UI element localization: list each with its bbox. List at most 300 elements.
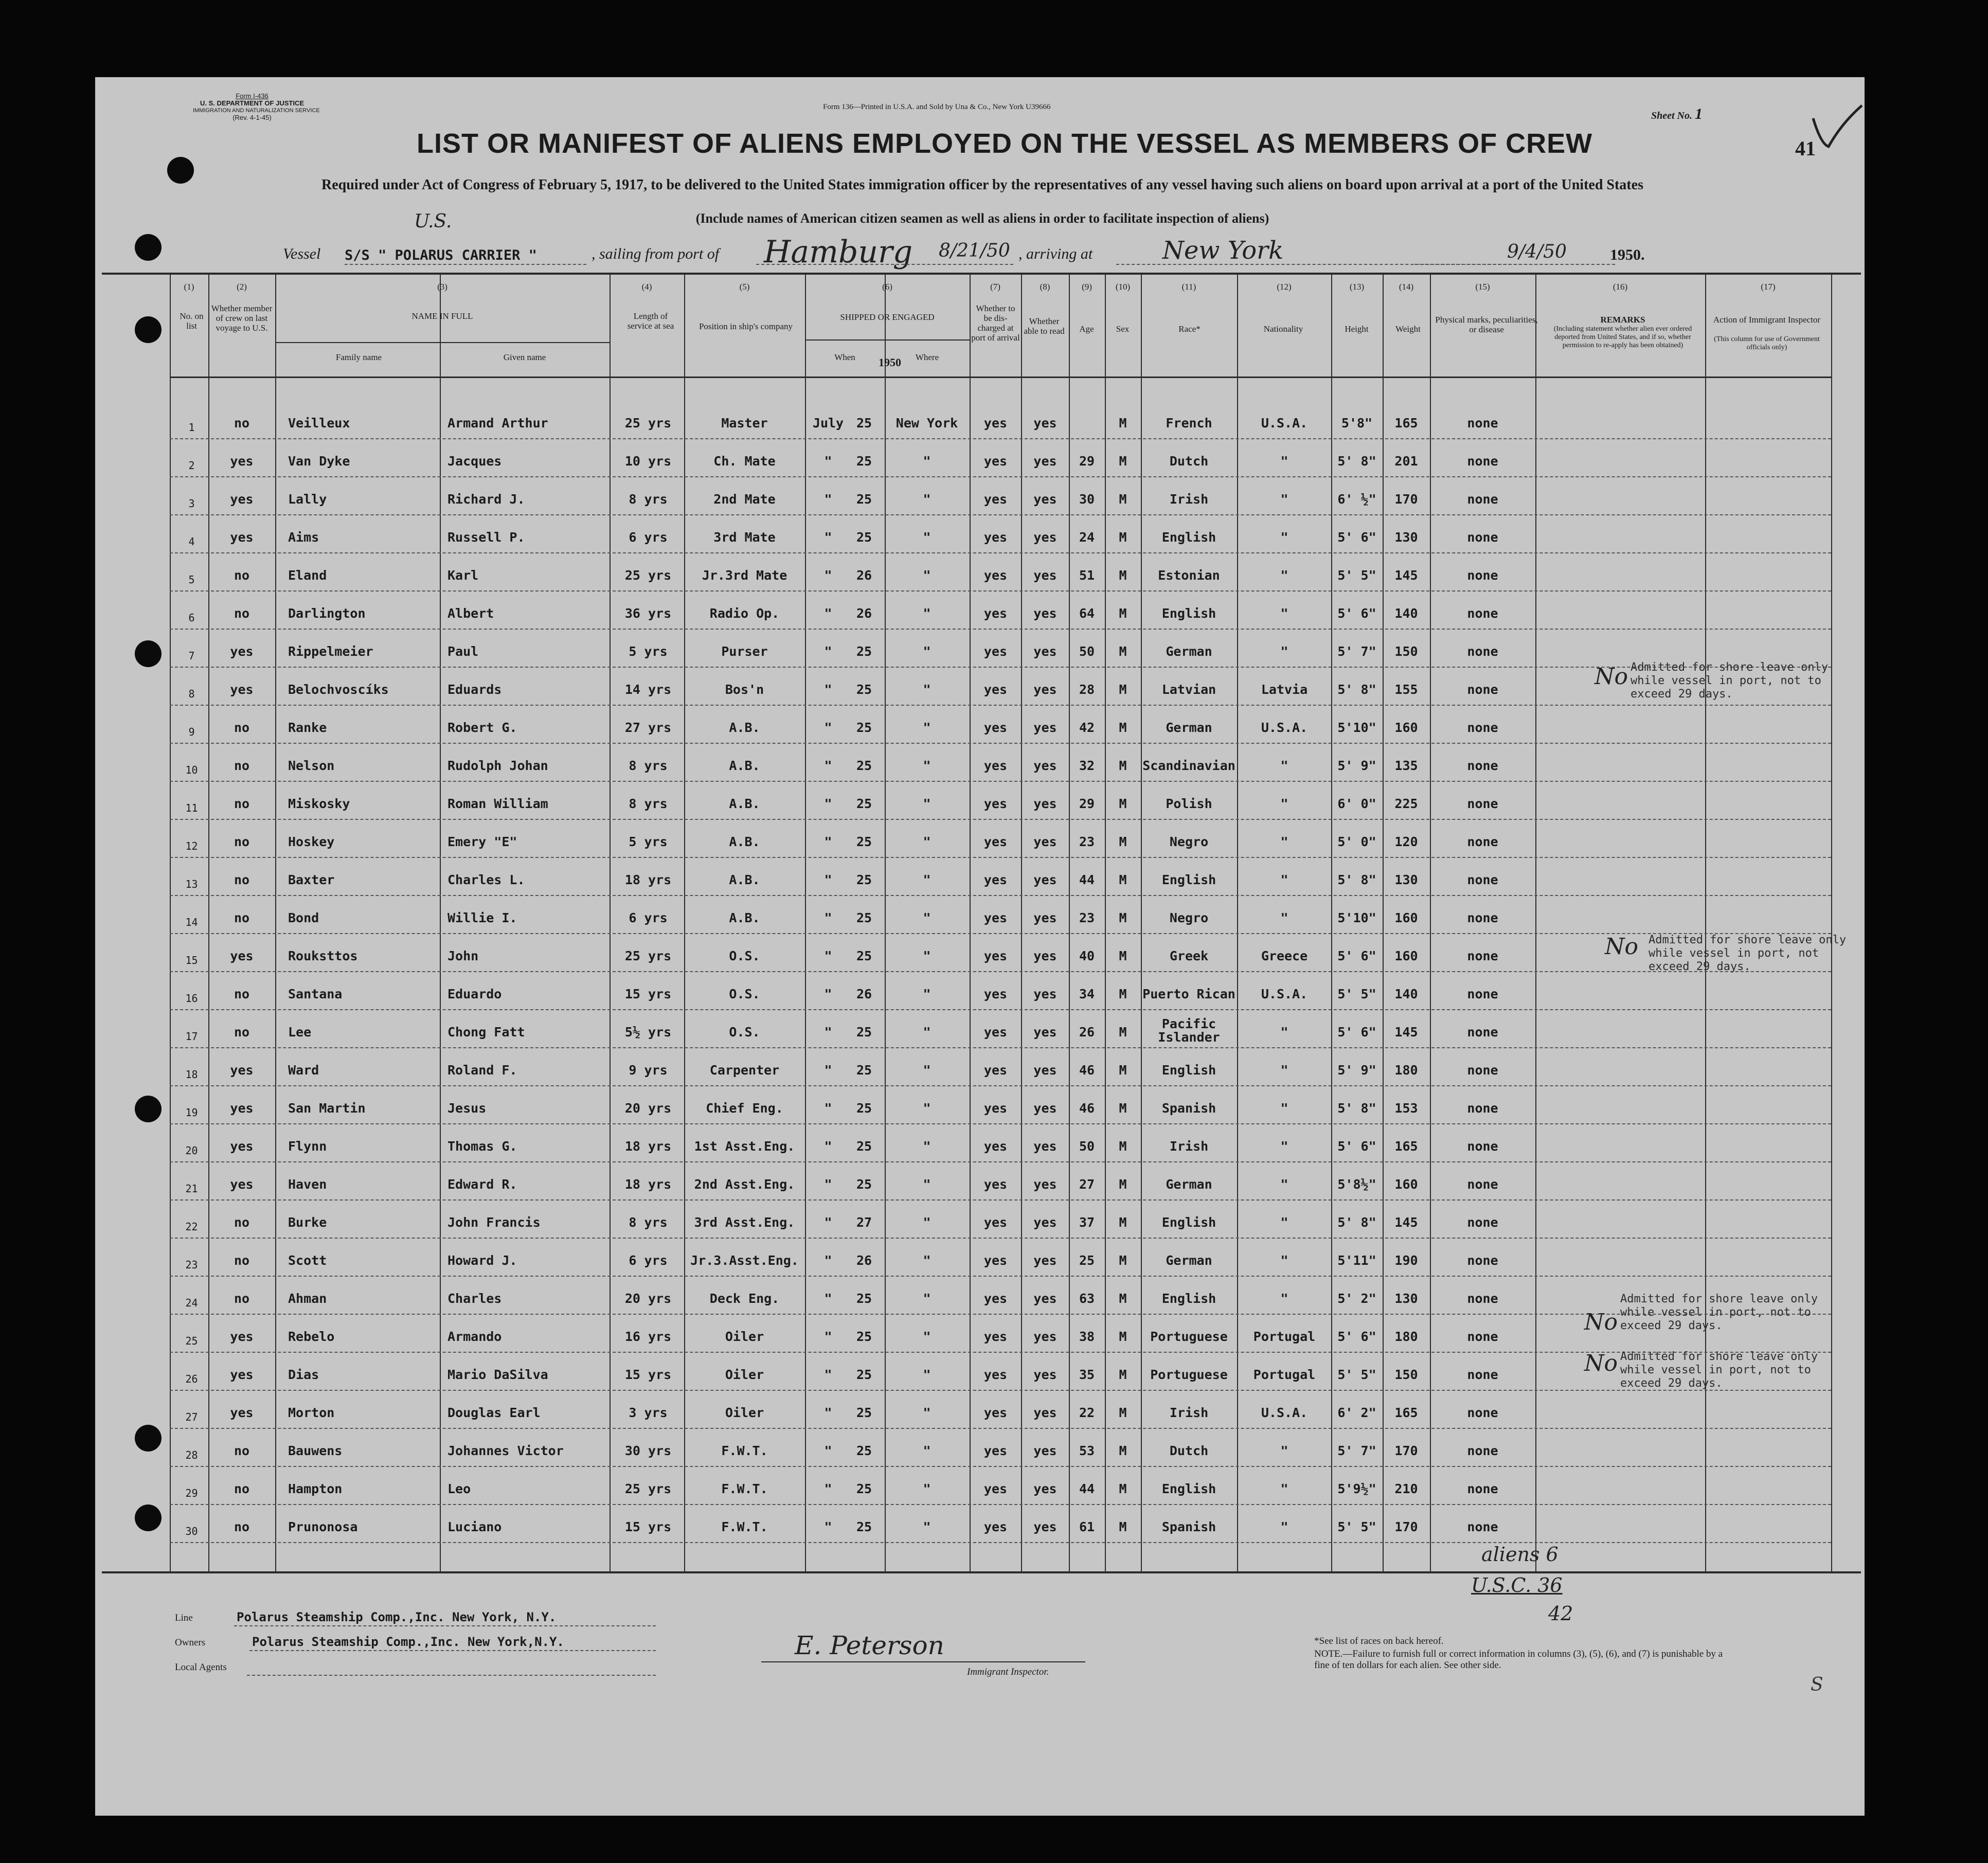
- cell-where: ": [923, 1177, 931, 1192]
- cell-prev: yes: [230, 530, 254, 545]
- cell-weight: 210: [1394, 1481, 1418, 1496]
- cell-service: 25 yrs: [624, 416, 672, 431]
- cell-when_m: ": [824, 720, 832, 735]
- cell-race: French: [1166, 416, 1212, 431]
- cell-given: Jacques: [447, 454, 502, 469]
- cell-service: 15 yrs: [624, 1367, 672, 1382]
- cell-nat: ": [1280, 1253, 1288, 1268]
- cell-height: 5' 8": [1337, 682, 1376, 697]
- cell-read: yes: [1033, 1481, 1057, 1496]
- cell-marks: none: [1467, 1101, 1498, 1116]
- cell-age: 61: [1079, 1519, 1095, 1534]
- cell-height: 5' 6": [1337, 1139, 1376, 1154]
- cell-when_m: ": [824, 1481, 832, 1496]
- cell-age: 34: [1079, 987, 1095, 1001]
- cell-height: 5' 2": [1337, 1291, 1376, 1306]
- cell-sex: M: [1119, 454, 1127, 469]
- column-rule: [684, 274, 685, 1572]
- cell-age: 23: [1079, 910, 1095, 925]
- cell-disch: yes: [983, 1291, 1008, 1306]
- cell-sex: M: [1119, 606, 1127, 621]
- cell-position: 3rd Asst.Eng.: [694, 1215, 795, 1230]
- cell-nat: U.S.A.: [1261, 1405, 1308, 1420]
- line-value: Polarus Steamship Comp.,Inc. New York, N.Y.: [237, 1610, 557, 1624]
- cell-position: F.W.T.: [721, 1519, 768, 1534]
- cell-sex: M: [1119, 796, 1127, 811]
- cell-n: 23: [185, 1259, 198, 1271]
- row-rule: [170, 1238, 1831, 1239]
- cell-nat: ": [1280, 910, 1288, 925]
- cell-sex: M: [1119, 682, 1127, 697]
- cell-when_m: ": [824, 568, 832, 583]
- cell-service: 18 yrs: [624, 872, 672, 887]
- cell-read: yes: [1033, 1253, 1057, 1268]
- cell-weight: 150: [1394, 1367, 1418, 1382]
- cell-height: 6' ½": [1337, 492, 1376, 507]
- cell-prev: no: [234, 1253, 250, 1268]
- cell-when_d: 25: [856, 644, 872, 659]
- cell-when_m: ": [824, 1443, 832, 1458]
- cell-age: 35: [1079, 1367, 1095, 1382]
- cell-prev: no: [234, 416, 250, 431]
- cell-nat: ": [1280, 606, 1288, 621]
- punch-hole: [135, 1096, 162, 1122]
- cell-race: Dutch: [1169, 454, 1209, 469]
- cell-when_m: ": [824, 1063, 832, 1078]
- cell-read: yes: [1033, 948, 1057, 963]
- cell-age: 38: [1079, 1329, 1095, 1344]
- cell-when_d: 25: [856, 492, 872, 507]
- cell-where: New York: [896, 416, 958, 431]
- cell-nat: Portugal: [1253, 1367, 1316, 1382]
- cell-disch: yes: [983, 1481, 1008, 1496]
- cell-when_d: 25: [856, 454, 872, 469]
- cell-prev: yes: [230, 682, 254, 697]
- subtitle-note: (Include names of American citizen seamen as well as aliens in order to facilitate inspection of aliens): [695, 211, 1269, 226]
- cell-n: 29: [185, 1487, 198, 1499]
- cell-where: ": [923, 1291, 931, 1306]
- subtitle: Required under Act of Congress of February 5, 1917, to be delivered to the United States immigration officer by the representatives of any vessel having such aliens on board upon arrival at a port of the United States: [321, 177, 1643, 193]
- cell-height: 5' 6": [1337, 530, 1376, 545]
- cell-sex: M: [1119, 1367, 1127, 1382]
- cell-family: Hampton: [288, 1481, 343, 1496]
- cell-weight: 153: [1394, 1101, 1418, 1116]
- row-rule: [170, 1466, 1831, 1467]
- cell-marks: none: [1467, 682, 1498, 697]
- cell-when_d: 26: [856, 568, 872, 583]
- col-header-position: Position in ship's company: [699, 321, 793, 331]
- cell-weight: 155: [1394, 682, 1418, 697]
- row-rule: [170, 476, 1831, 477]
- cell-disch: yes: [983, 492, 1008, 507]
- cell-when_d: 25: [856, 796, 872, 811]
- cell-marks: none: [1467, 796, 1498, 811]
- cell-prev: no: [234, 1291, 250, 1306]
- cell-read: yes: [1033, 720, 1057, 735]
- corner-mark: S: [1811, 1674, 1823, 1695]
- cell-age: 53: [1079, 1443, 1095, 1458]
- col-header-read: Whether able to read: [1024, 316, 1065, 336]
- cell-nat: U.S.A.: [1261, 987, 1308, 1001]
- cell-height: 5' 5": [1337, 1519, 1376, 1534]
- column-number: (9): [1082, 282, 1092, 292]
- cell-age: 29: [1079, 454, 1095, 469]
- cell-marks: none: [1467, 1025, 1498, 1040]
- cell-given: Charles L.: [447, 872, 525, 887]
- cell-race: Estonian: [1158, 568, 1220, 583]
- cell-race: Scandinavian: [1142, 758, 1235, 773]
- cell-sex: M: [1119, 1139, 1127, 1154]
- cell-age: 29: [1079, 796, 1095, 811]
- cell-race: Negro: [1169, 834, 1209, 849]
- cell-weight: 160: [1394, 1177, 1418, 1192]
- cell-age: 25: [1079, 1253, 1095, 1268]
- cell-where: ": [923, 910, 931, 925]
- cell-given: Rudolph Johan: [447, 758, 548, 773]
- cell-given: Roland F.: [447, 1063, 517, 1078]
- cell-where: ": [923, 987, 931, 1001]
- cell-where: ": [923, 834, 931, 849]
- cell-marks: none: [1467, 492, 1498, 507]
- row-rule: [170, 1123, 1831, 1124]
- cell-when_d: 25: [856, 416, 872, 431]
- cell-when_d: 25: [856, 872, 872, 887]
- cell-position: Chief Eng.: [706, 1101, 783, 1116]
- cell-where: ": [923, 492, 931, 507]
- column-rule: [170, 274, 171, 1572]
- cell-read: yes: [1033, 1367, 1057, 1382]
- cell-nat: ": [1280, 1025, 1288, 1040]
- cell-where: ": [923, 1367, 931, 1382]
- cell-nat: ": [1280, 1443, 1288, 1458]
- cell-service: 8 yrs: [629, 1215, 668, 1230]
- cell-age: 51: [1079, 568, 1095, 583]
- col-header-last-voyage: Whether member of crew on last voyage to U.S.: [211, 303, 273, 333]
- cell-family: Haven: [288, 1177, 327, 1192]
- cell-position: Radio Op.: [709, 606, 780, 621]
- cell-marks: none: [1467, 948, 1498, 963]
- owners-value: Polarus Steamship Comp.,Inc. New York,N.Y.: [252, 1635, 564, 1649]
- cell-read: yes: [1033, 987, 1057, 1001]
- cell-family: Scott: [288, 1253, 327, 1268]
- shipped-subheader-rule: [805, 339, 970, 341]
- cell-when_m: ": [824, 1519, 832, 1534]
- cell-when_d: 25: [856, 1177, 872, 1192]
- cell-family: Ranke: [288, 720, 327, 735]
- cell-prev: yes: [230, 492, 254, 507]
- cell-when_m: ": [824, 644, 832, 659]
- cell-marks: none: [1467, 1405, 1498, 1420]
- row-rule: [170, 667, 1831, 668]
- cell-marks: none: [1467, 910, 1498, 925]
- cell-service: 8 yrs: [629, 492, 668, 507]
- cell-where: ": [923, 1329, 931, 1344]
- cell-sex: M: [1119, 720, 1127, 735]
- cell-when_d: 25: [856, 1367, 872, 1382]
- cell-position: Carpenter: [709, 1063, 780, 1078]
- cell-nat: ": [1280, 644, 1288, 659]
- cell-given: Edward R.: [447, 1177, 517, 1192]
- cell-read: yes: [1033, 1139, 1057, 1154]
- cell-nat: ": [1280, 530, 1288, 545]
- cell-n: 21: [185, 1183, 198, 1195]
- cell-n: 13: [185, 878, 198, 890]
- cell-marks: none: [1467, 872, 1498, 887]
- cell-position: A.B.: [729, 872, 760, 887]
- cell-race: English: [1161, 1481, 1216, 1496]
- signature-rule: [761, 1661, 1085, 1662]
- cell-weight: 130: [1394, 530, 1418, 545]
- cell-race: Irish: [1169, 1139, 1209, 1154]
- cell-family: Hoskey: [288, 834, 335, 849]
- cell-n: 14: [185, 916, 198, 928]
- row-rule: [170, 1047, 1831, 1048]
- row-rule: [170, 1161, 1831, 1162]
- cell-age: 23: [1079, 834, 1095, 849]
- cell-sex: M: [1119, 1481, 1127, 1496]
- row-rule: [170, 1276, 1831, 1277]
- cell-disch: yes: [983, 1177, 1008, 1192]
- row-rule: [170, 1504, 1831, 1505]
- cell-position: A.B.: [729, 834, 760, 849]
- cell-family: Flynn: [288, 1139, 327, 1154]
- cell-family: Darlington: [288, 606, 366, 621]
- cell-position: A.B.: [729, 910, 760, 925]
- row-rule: [170, 1085, 1831, 1086]
- cell-prev: no: [234, 568, 250, 583]
- cell-given: Richard J.: [447, 492, 525, 507]
- cell-prev: yes: [230, 1177, 254, 1192]
- cell-weight: 225: [1394, 796, 1418, 811]
- row-rule: [170, 819, 1831, 820]
- cell-position: A.B.: [729, 720, 760, 735]
- cell-family: Belochvoscíks: [288, 682, 389, 697]
- cell-marks: none: [1467, 987, 1498, 1001]
- cell-marks: none: [1467, 1367, 1498, 1382]
- cell-where: ": [923, 1063, 931, 1078]
- cell-read: yes: [1033, 796, 1057, 811]
- cell-read: yes: [1033, 910, 1057, 925]
- cell-when_m: ": [824, 872, 832, 887]
- cell-when_d: 25: [856, 758, 872, 773]
- col-header-height: Height: [1345, 324, 1369, 334]
- cell-height: 5' 9": [1337, 1063, 1376, 1078]
- cell-height: 5' 8": [1337, 872, 1376, 887]
- cell-when_d: 25: [856, 1063, 872, 1078]
- cell-nat: ": [1280, 568, 1288, 583]
- row-rule: [170, 1428, 1831, 1429]
- cell-weight: 160: [1394, 720, 1418, 735]
- cell-where: ": [923, 1405, 931, 1420]
- cell-weight: 160: [1394, 910, 1418, 925]
- cell-when_d: 25: [856, 1443, 872, 1458]
- cell-given: Armando: [447, 1329, 502, 1344]
- cell-where: ": [923, 720, 931, 735]
- cell-position: A.B.: [729, 796, 760, 811]
- cell-n: 16: [185, 992, 198, 1005]
- row-rule: [170, 781, 1831, 782]
- cell-when_d: 25: [856, 682, 872, 697]
- cell-race: German: [1166, 1253, 1212, 1268]
- col-header-shipped: SHIPPED OR ENGAGED: [840, 312, 935, 322]
- cell-service: 18 yrs: [624, 1139, 672, 1154]
- cell-race: English: [1161, 1063, 1216, 1078]
- cell-n: 30: [185, 1525, 198, 1537]
- cell-height: 5' 6": [1337, 948, 1376, 963]
- cell-given: Douglas Earl: [447, 1405, 541, 1420]
- form-number: Form I-436 U. S. DEPARTMENT OF JUSTICE IMMIGRATION AND NATURALIZATION SERVICE (Rev. 4-1-45): [193, 92, 320, 121]
- race-note: *See list of races on back hereof.: [1314, 1636, 1444, 1646]
- cell-age: 42: [1079, 720, 1095, 735]
- cell-age: 50: [1079, 1139, 1095, 1154]
- cell-sex: M: [1119, 1101, 1127, 1116]
- cell-prev: no: [234, 1025, 250, 1040]
- cell-given: Mario DaSilva: [447, 1367, 548, 1382]
- cell-read: yes: [1033, 1405, 1057, 1420]
- cell-given: Luciano: [447, 1519, 502, 1534]
- cell-age: 46: [1079, 1101, 1095, 1116]
- cell-when_d: 26: [856, 987, 872, 1001]
- cell-position: Oiler: [725, 1367, 764, 1382]
- cell-given: Paul: [447, 644, 479, 659]
- cell-where: ": [923, 1519, 931, 1534]
- cell-height: 5' 8": [1337, 1215, 1376, 1230]
- row-rule: [170, 629, 1831, 630]
- column-rule: [610, 274, 611, 1572]
- cell-service: 5 yrs: [629, 834, 668, 849]
- column-number: (5): [739, 282, 750, 292]
- cell-read: yes: [1033, 454, 1057, 469]
- sheet-number: Sheet No. 1: [1651, 105, 1703, 122]
- column-rule: [208, 274, 209, 1572]
- cell-n: 5: [188, 574, 195, 586]
- cell-position: F.W.T.: [721, 1481, 768, 1496]
- cell-marks: none: [1467, 1481, 1498, 1496]
- cell-disch: yes: [983, 987, 1008, 1001]
- tally-total: 42: [1548, 1602, 1573, 1625]
- cell-nat: U.S.A.: [1261, 416, 1308, 431]
- cell-nat: ": [1280, 1215, 1288, 1230]
- cell-race: Latvian: [1161, 682, 1216, 697]
- cell-position: Oiler: [725, 1329, 764, 1344]
- cell-when_d: 25: [856, 948, 872, 963]
- cell-height: 5' 8": [1337, 454, 1376, 469]
- cell-n: 3: [188, 497, 195, 510]
- column-rule: [440, 274, 441, 1572]
- cell-disch: yes: [983, 948, 1008, 963]
- cell-height: 5' 6": [1337, 1025, 1376, 1040]
- cell-disch: yes: [983, 1025, 1008, 1040]
- cell-when_m: ": [824, 454, 832, 469]
- cell-when_d: 25: [856, 530, 872, 545]
- cell-when_d: 25: [856, 1139, 872, 1154]
- cell-disch: yes: [983, 796, 1008, 811]
- cell-service: 9 yrs: [629, 1063, 668, 1078]
- cell-nat: Greece: [1261, 948, 1308, 963]
- cell-read: yes: [1033, 834, 1057, 849]
- cell-prev: no: [234, 872, 250, 887]
- cell-sex: M: [1119, 1025, 1127, 1040]
- cell-disch: yes: [983, 568, 1008, 583]
- cell-nat: ": [1280, 1519, 1288, 1534]
- cell-family: Aims: [288, 530, 319, 545]
- cell-race: English: [1161, 1291, 1216, 1306]
- row-rule: [170, 438, 1831, 439]
- cell-read: yes: [1033, 1101, 1057, 1116]
- cell-height: 5' 0": [1337, 834, 1376, 849]
- cell-given: John: [447, 948, 479, 963]
- cell-race: Polish: [1166, 796, 1212, 811]
- cell-service: 27 yrs: [624, 720, 672, 735]
- cell-disch: yes: [983, 1405, 1008, 1420]
- cell-read: yes: [1033, 492, 1057, 507]
- row-rule: [170, 1314, 1831, 1315]
- cell-when_m: ": [824, 1215, 832, 1230]
- column-rule: [275, 274, 276, 1572]
- cell-family: Bond: [288, 910, 319, 925]
- cell-prev: yes: [230, 1405, 254, 1420]
- cell-height: 5'8½": [1337, 1177, 1376, 1192]
- col-header-year: 1950: [879, 356, 901, 369]
- cell-marks: none: [1467, 1139, 1498, 1154]
- cell-nat: ": [1280, 492, 1288, 507]
- cell-read: yes: [1033, 1025, 1057, 1040]
- cell-height: 5' 6": [1337, 1329, 1376, 1344]
- remark-row-26: Admitted for shore leave only while vessel in port, not to exceed 29 days.: [1620, 1350, 1818, 1390]
- cell-marks: none: [1467, 1253, 1498, 1268]
- cell-disch: yes: [983, 1101, 1008, 1116]
- printer-line: Form 136—Printed in U.S.A. and Sold by Una & Co., New York U39666: [823, 103, 1051, 111]
- row-rule: [170, 1199, 1831, 1201]
- cell-when_d: 26: [856, 606, 872, 621]
- cell-given: Eduardo: [447, 987, 502, 1001]
- cell-weight: 180: [1394, 1329, 1418, 1344]
- cell-read: yes: [1033, 1329, 1057, 1344]
- cell-n: 17: [185, 1030, 198, 1043]
- cell-n: 28: [185, 1449, 198, 1461]
- cell-race: Pacific Islander: [1158, 1016, 1220, 1045]
- cell-n: 15: [185, 954, 198, 966]
- cell-family: Miskosky: [288, 796, 350, 811]
- row-rule: [170, 971, 1831, 972]
- cell-race: Spanish: [1161, 1101, 1216, 1116]
- cell-prev: yes: [230, 644, 254, 659]
- cell-weight: 165: [1394, 416, 1418, 431]
- cell-family: Ward: [288, 1063, 319, 1078]
- cell-disch: yes: [983, 834, 1008, 849]
- col-header-family: Family name: [335, 352, 382, 362]
- cell-service: 25 yrs: [624, 948, 672, 963]
- cell-when_m: ": [824, 1329, 832, 1344]
- cell-prev: no: [234, 758, 250, 773]
- cell-n: 26: [185, 1373, 198, 1385]
- cell-weight: 165: [1394, 1139, 1418, 1154]
- col-header-where: Where: [915, 352, 939, 362]
- cell-given: Karl: [447, 568, 479, 583]
- cell-sex: M: [1119, 1291, 1127, 1306]
- cell-marks: none: [1467, 568, 1498, 583]
- cell-family: Rebelo: [288, 1329, 335, 1344]
- cell-height: 5' 7": [1337, 1443, 1376, 1458]
- column-number: (11): [1181, 282, 1196, 292]
- cell-family: Van Dyke: [288, 454, 350, 469]
- cell-height: 5' 9": [1337, 758, 1376, 773]
- cell-sex: M: [1119, 758, 1127, 773]
- cell-where: ": [923, 1139, 931, 1154]
- column-rule: [805, 274, 806, 1572]
- cell-given: Thomas G.: [447, 1139, 517, 1154]
- cell-race: Portuguese: [1150, 1329, 1228, 1344]
